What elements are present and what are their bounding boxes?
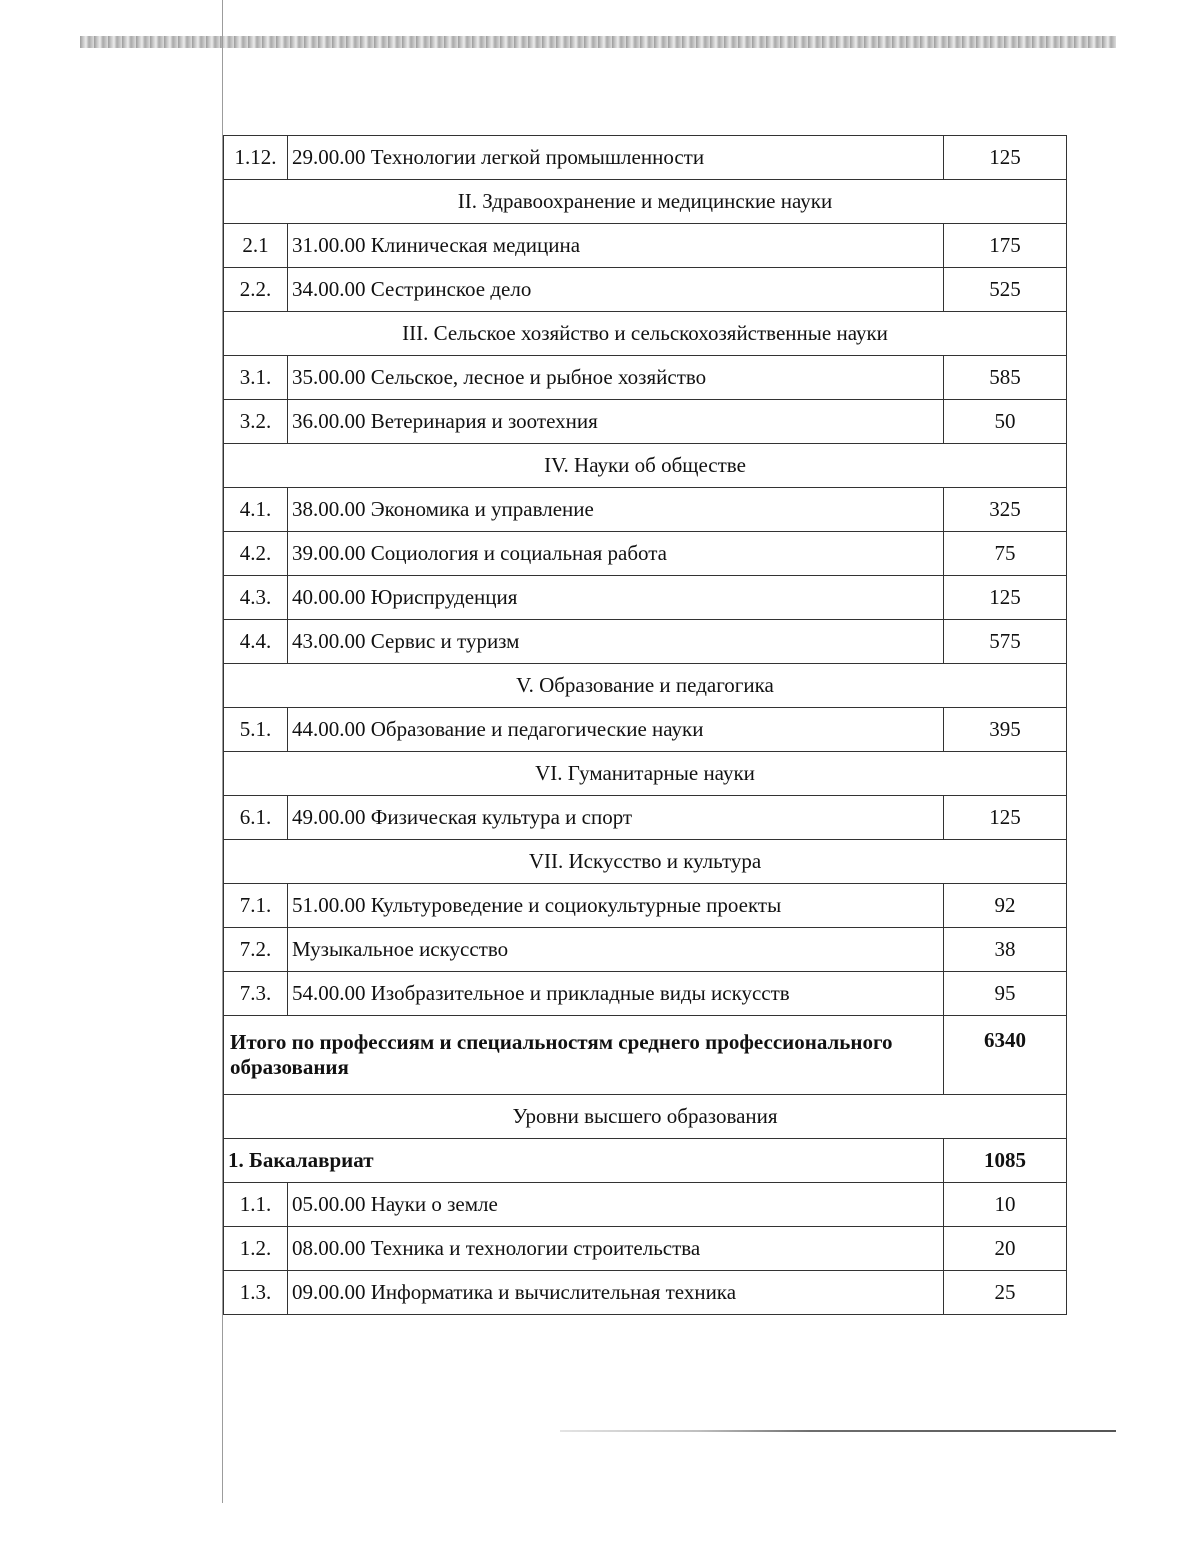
table-row [224, 532, 1067, 576]
row-number: 7.2. [224, 928, 288, 972]
table-row [224, 928, 1067, 972]
scan-noise-bottom [560, 1430, 1116, 1432]
section-row [224, 444, 1067, 488]
specialty-name: 31.00.00 Клиническая медицина [288, 224, 944, 268]
places-count: 50 [944, 400, 1067, 444]
row-number: 1.12. [224, 136, 288, 180]
table-row [224, 356, 1067, 400]
level-label: 1. Бакалавриат [224, 1139, 944, 1183]
places-count: 525 [944, 268, 1067, 312]
table-row [224, 1183, 1067, 1227]
row-number: 2.1 [224, 224, 288, 268]
specialty-name: 54.00.00 Изобразительное и прикладные виды искусств [288, 972, 944, 1016]
level-value: 1085 [944, 1139, 1067, 1183]
specialty-name: 49.00.00 Физическая культура и спорт [288, 796, 944, 840]
places-count: 575 [944, 620, 1067, 664]
row-number: 4.3. [224, 576, 288, 620]
specialty-name: 38.00.00 Экономика и управление [288, 488, 944, 532]
specialties-table [223, 135, 1067, 1315]
table-row [224, 972, 1067, 1016]
places-count: 95 [944, 972, 1067, 1016]
row-number: 1.2. [224, 1227, 288, 1271]
section-row [224, 180, 1067, 224]
table-row [224, 488, 1067, 532]
specialty-name: 36.00.00 Ветеринария и зоотехния [288, 400, 944, 444]
total-value: 6340 [944, 1016, 1067, 1095]
table-row [224, 708, 1067, 752]
row-number: 7.1. [224, 884, 288, 928]
places-count: 125 [944, 796, 1067, 840]
places-count: 38 [944, 928, 1067, 972]
section-row [224, 840, 1067, 884]
specialty-name: 29.00.00 Технологии легкой промышленности [288, 136, 944, 180]
places-count: 125 [944, 136, 1067, 180]
total-label: Итого по профессиям и специальностям среднего профессионального образования [224, 1016, 944, 1095]
section-title: VI. Гуманитарные науки [224, 752, 1067, 796]
row-number: 2.2. [224, 268, 288, 312]
row-number: 1.1. [224, 1183, 288, 1227]
specialty-name: 08.00.00 Техника и технологии строительства [288, 1227, 944, 1271]
section-row [224, 312, 1067, 356]
table-row [224, 796, 1067, 840]
section-row [224, 752, 1067, 796]
section-title: VII. Искусство и культура [224, 840, 1067, 884]
specialty-name: 44.00.00 Образование и педагогические науки [288, 708, 944, 752]
level-row [224, 1139, 1067, 1183]
specialty-name: 05.00.00 Науки о земле [288, 1183, 944, 1227]
row-number: 4.4. [224, 620, 288, 664]
specialty-name: 43.00.00 Сервис и туризм [288, 620, 944, 664]
section-title: II. Здравоохранение и медицинские науки [224, 180, 1067, 224]
total-row [224, 1016, 1067, 1095]
scan-noise-top [80, 36, 1116, 48]
table-row [224, 884, 1067, 928]
table-row [224, 136, 1067, 180]
row-number: 6.1. [224, 796, 288, 840]
specialty-name: 09.00.00 Информатика и вычислительная техника [288, 1271, 944, 1315]
row-number: 3.1. [224, 356, 288, 400]
section-title: V. Образование и педагогика [224, 664, 1067, 708]
row-number: 5.1. [224, 708, 288, 752]
row-number: 1.3. [224, 1271, 288, 1315]
places-count: 10 [944, 1183, 1067, 1227]
row-number: 7.3. [224, 972, 288, 1016]
section-row [224, 1095, 1067, 1139]
places-count: 395 [944, 708, 1067, 752]
table-row [224, 400, 1067, 444]
places-count: 125 [944, 576, 1067, 620]
places-count: 25 [944, 1271, 1067, 1315]
specialty-name: 35.00.00 Сельское, лесное и рыбное хозяйство [288, 356, 944, 400]
table-row [224, 1227, 1067, 1271]
table-row [224, 1271, 1067, 1315]
table-row [224, 576, 1067, 620]
table-row [224, 620, 1067, 664]
section-title: III. Сельское хозяйство и сельскохозяйственные науки [224, 312, 1067, 356]
row-number: 3.2. [224, 400, 288, 444]
specialty-name: 39.00.00 Социология и социальная работа [288, 532, 944, 576]
specialty-name: 40.00.00 Юриспруденция [288, 576, 944, 620]
row-number: 4.1. [224, 488, 288, 532]
places-count: 585 [944, 356, 1067, 400]
places-count: 325 [944, 488, 1067, 532]
table-row [224, 268, 1067, 312]
specialty-name: 34.00.00 Сестринское дело [288, 268, 944, 312]
places-count: 92 [944, 884, 1067, 928]
row-number: 4.2. [224, 532, 288, 576]
specialty-name: Музыкальное искусство [288, 928, 944, 972]
places-count: 20 [944, 1227, 1067, 1271]
section-row [224, 664, 1067, 708]
section-title: Уровни высшего образования [224, 1095, 1067, 1139]
section-title: IV. Науки об обществе [224, 444, 1067, 488]
table-row [224, 224, 1067, 268]
specialty-name: 51.00.00 Культуроведение и социокультурные проекты [288, 884, 944, 928]
specialties-table-body [224, 136, 1067, 1315]
places-count: 75 [944, 532, 1067, 576]
places-count: 175 [944, 224, 1067, 268]
